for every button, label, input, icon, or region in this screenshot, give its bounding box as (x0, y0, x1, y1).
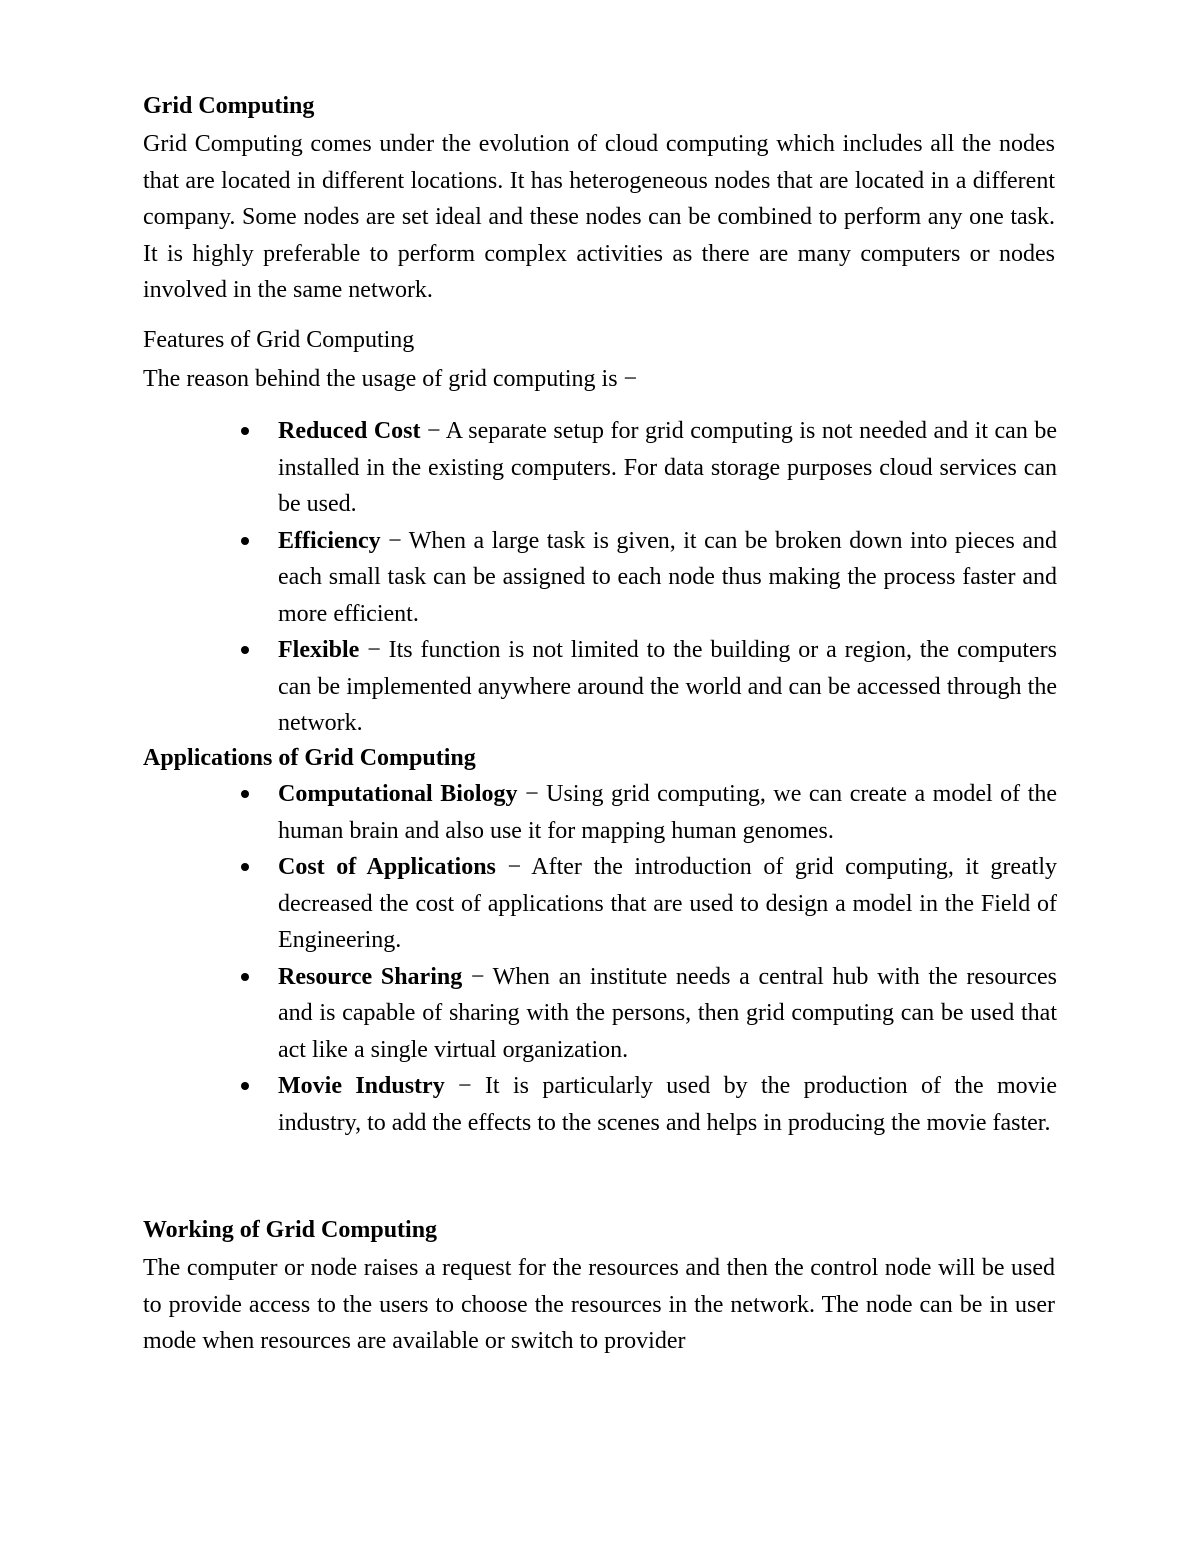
working-section (143, 1250, 1055, 1360)
document-title: Grid Computing (143, 93, 315, 119)
list-item (241, 1068, 1057, 1141)
bullet-icon (241, 427, 249, 435)
bullet-icon (241, 863, 249, 871)
feature-term: Efficiency (278, 527, 381, 554)
feature-text: − A separate setup for grid computing is not needed and it can be installed in the existing computers. For data storage purposes cloud services can be used. (278, 418, 1057, 517)
list-item (241, 849, 1057, 959)
working-paragraph: The computer or node raises a request for the resources and then the control node will be used to provide access to the users to choose the resources in the network. The node can be in user mode when resources are available or switch to provider (143, 1255, 1055, 1354)
working-heading: Working of Grid Computing (143, 1217, 438, 1243)
list-item (241, 523, 1057, 633)
application-text: − Using grid computing, we can create a model of the human brain and also use it for mapping human genomes. (278, 781, 1058, 844)
list-item (241, 413, 1057, 523)
feature-term: Reduced Cost (278, 418, 421, 444)
intro-paragraph: Grid Computing comes under the evolution of cloud computing which includes all the nodes that are located in different locations. It has heterogeneous nodes that are located in a different company. Some nodes are set ideal and these nodes can be combined to perform any one task. It is highly preferable to perform complex activities as there are many computers or nodes involved in the same network. (143, 131, 1055, 303)
list-item (241, 959, 1057, 1069)
application-text: − After the introduction of grid computing, it greatly decreased the cost of applications that are used to design a model in the Field of Engineering. (278, 854, 1057, 953)
bullet-icon (241, 1082, 249, 1090)
feature-text: − Its function is not limited to the building or a region, the computers can be implemented anywhere around the world and can be accessed through the network. (278, 637, 1057, 736)
applications-heading: Applications of Grid Computing (143, 745, 476, 771)
bullet-icon (241, 790, 249, 798)
application-term: Movie Industry (278, 1073, 445, 1099)
application-text: − When an institute needs a central hub with the resources and is capable of sharing with the persons, then grid computing can be used that act like a single virtual organization. (278, 963, 1057, 1063)
application-term: Resource Sharing (278, 963, 463, 990)
intro-section (143, 126, 1055, 309)
features-list (241, 413, 1057, 742)
features-heading: Features of Grid Computing (143, 327, 415, 353)
feature-term: Flexible (278, 637, 360, 663)
bullet-icon (241, 973, 249, 981)
application-term: Cost of Applications (278, 854, 496, 880)
list-item (241, 632, 1057, 742)
feature-text: − When a large task is given, it can be broken down into pieces and each small task can be assigned to each node thus making the process faster and more efficient. (278, 527, 1057, 627)
bullet-icon (241, 537, 249, 545)
application-text: − It is particularly used by the production of the movie industry, to add the effects to the scenes and helps in producing the movie faster. (278, 1073, 1057, 1136)
bullet-icon (241, 646, 249, 654)
applications-list (241, 776, 1057, 1141)
list-item (241, 776, 1057, 849)
application-term: Computational Biology (278, 781, 518, 807)
features-lead: The reason behind the usage of grid computing is − (143, 366, 638, 392)
